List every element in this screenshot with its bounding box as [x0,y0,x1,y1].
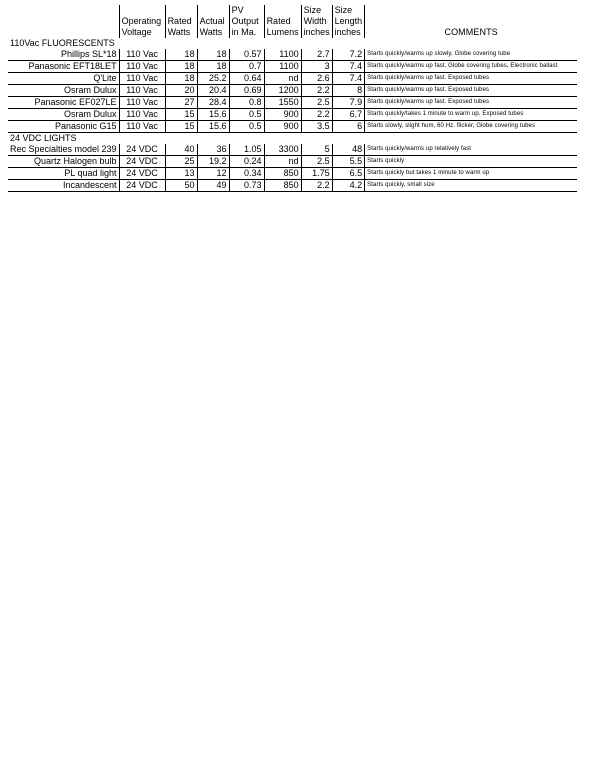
cell-pv-output: 0.7 [229,61,264,73]
cell-pv-output: 0.5 [229,109,264,121]
header-cell-name [8,16,119,27]
cell-rated-lumens: 1100 [264,49,301,61]
cell-voltage: 24 VDC [119,168,165,180]
header-cell-size-width: Width [301,16,332,27]
cell-size-width: 2.7 [301,49,332,61]
cell-size-length: 6 [332,121,365,133]
header-row [8,27,577,38]
header-row [8,16,577,27]
cell-voltage: 110 Vac [119,121,165,133]
cell-name: PL quad light [8,168,119,180]
cell-pv-output: 0.57 [229,49,264,61]
header-cell-size-width: inches [301,27,332,38]
cell-name: Panasonic G15 [8,121,119,133]
cell-comments: Starts quickly but takes 1 minute to warm up [365,168,578,180]
cell-rated-watts: 40 [165,144,197,156]
cell-pv-output: 0.69 [229,85,264,97]
header-cell-comments [365,5,578,16]
header-cell-pv-output: PV [229,5,264,16]
cell-comments: Starts quickly/warms up slowly, Globe covering tube [365,49,578,61]
cell-name: Phillips SL*18 [8,49,119,61]
cell-voltage: 110 Vac [119,85,165,97]
cell-size-width: 3 [301,61,332,73]
cell-rated-watts: 27 [165,97,197,109]
table-row [8,144,577,156]
cell-size-width: 3.5 [301,121,332,133]
cell-actual-watts: 15.6 [197,121,229,133]
cell-actual-watts: 28.4 [197,97,229,109]
cell-actual-watts: 19.2 [197,156,229,168]
cell-name: Panasonic EFT18LET [8,61,119,73]
cell-voltage: 24 VDC [119,156,165,168]
header-cell-size-length: Length [332,16,365,27]
cell-voltage: 110 Vac [119,49,165,61]
cell-name: Panasonic EF027LE [8,97,119,109]
cell-name: Osram Dulux [8,109,119,121]
cell-voltage: 110 Vac [119,97,165,109]
cell-size-width: 2.6 [301,73,332,85]
cell-size-length: 6.5 [332,168,365,180]
cell-rated-watts: 20 [165,85,197,97]
cell-rated-watts: 25 [165,156,197,168]
cell-name: Incandescent [8,180,119,192]
lighting-comparison-table [8,5,577,192]
cell-rated-lumens: 1550 [264,97,301,109]
cell-rated-watts: 15 [165,109,197,121]
cell-pv-output: 1.05 [229,144,264,156]
header-cell-rated-watts [165,5,197,16]
cell-size-length: 8 [332,85,365,97]
header-cell-voltage [119,5,165,16]
table-row [8,156,577,168]
header-cell-rated-lumens [264,5,301,16]
cell-rated-lumens: 850 [264,180,301,192]
cell-rated-watts: 15 [165,121,197,133]
table-row [8,61,577,73]
cell-voltage: 110 Vac [119,109,165,121]
header-cell-comments [365,16,578,27]
cell-pv-output: 0.64 [229,73,264,85]
cell-comments: Starts quickly/warms up fast, Globe covering tubes, Electronic ballast [365,61,578,73]
header-cell-rated-watts: Watts [165,27,197,38]
header-cell-pv-output: in Ma. [229,27,264,38]
cell-comments: Starts quickly [365,156,578,168]
cell-size-width: 2.5 [301,97,332,109]
header-cell-name [8,27,119,38]
cell-size-width: 2.2 [301,180,332,192]
header-cell-rated-lumens: Lumens [264,27,301,38]
cell-pv-output: 0.34 [229,168,264,180]
cell-comments: Starts quickly/warms up fast. Exposed tubes [365,73,578,85]
cell-name: Quartz Halogen bulb [8,156,119,168]
header-cell-size-length: Size [332,5,365,16]
cell-size-width: 2.2 [301,85,332,97]
cell-voltage: 24 VDC [119,144,165,156]
cell-rated-lumens: 1100 [264,61,301,73]
cell-rated-lumens: 850 [264,168,301,180]
table-row [8,49,577,61]
cell-rated-lumens: 3300 [264,144,301,156]
table-row [8,180,577,192]
cell-size-length: 7.4 [332,61,365,73]
header-cell-pv-output: Output [229,16,264,27]
cell-actual-watts: 36 [197,144,229,156]
cell-actual-watts: 12 [197,168,229,180]
cell-voltage: 24 VDC [119,180,165,192]
cell-size-length: 4.2 [332,180,365,192]
cell-actual-watts: 15.6 [197,109,229,121]
table-row [8,168,577,180]
cell-actual-watts: 25.2 [197,73,229,85]
cell-comments: Starts quickly/takes 1 minute to warm up. Exposed tubes [365,109,578,121]
table-row [8,121,577,133]
cell-pv-output: 0.73 [229,180,264,192]
cell-pv-output: 0.5 [229,121,264,133]
cell-voltage: 110 Vac [119,61,165,73]
section-title: 110Vac FLUORESCENTS [10,38,115,48]
cell-comments: Starts slowly, slight hum, 60 Hz. flicker, Globe covering tubes [365,121,578,133]
cell-rated-watts: 13 [165,168,197,180]
cell-voltage: 110 Vac [119,73,165,85]
cell-size-length: 7.9 [332,97,365,109]
header-cell-comments: COMMENTS [365,27,578,38]
cell-rated-lumens: 1200 [264,85,301,97]
header-cell-size-length: inches [332,27,365,38]
section-header-row [8,133,577,145]
cell-name: Osram Dulux [8,85,119,97]
cell-size-length: 7.4 [332,73,365,85]
cell-comments: Starts quickly/warms up fast. Exposed tubes [365,85,578,97]
cell-comments: Starts quickly/warms up relatively fast [365,144,578,156]
table-body [8,5,577,192]
cell-comments: Starts quickly/warms up fast. Exposed tubes [365,97,578,109]
section-header-row [8,38,577,49]
cell-actual-watts: 18 [197,61,229,73]
cell-name: Rec Specialties model 239 [8,144,119,156]
cell-size-length: 48 [332,144,365,156]
header-row [8,5,577,16]
header-cell-actual-watts: Watts [197,27,229,38]
header-cell-actual-watts [197,5,229,16]
cell-comments: Starts quickly, small size [365,180,578,192]
cell-actual-watts: 20.4 [197,85,229,97]
cell-pv-output: 0.8 [229,97,264,109]
cell-actual-watts: 49 [197,180,229,192]
cell-rated-watts: 18 [165,49,197,61]
cell-size-width: 1.75 [301,168,332,180]
header-cell-rated-watts: Rated [165,16,197,27]
cell-rated-lumens: nd [264,73,301,85]
cell-size-length: 7.2 [332,49,365,61]
section-title: 24 VDC LIGHTS [10,133,77,143]
cell-size-length: 6.7 [332,109,365,121]
cell-rated-lumens: 900 [264,121,301,133]
cell-size-length: 5.5 [332,156,365,168]
header-cell-voltage: Voltage [119,27,165,38]
header-cell-rated-lumens: Rated [264,16,301,27]
cell-size-width: 5 [301,144,332,156]
table-row [8,85,577,97]
cell-rated-watts: 18 [165,61,197,73]
header-cell-size-width: Size [301,5,332,16]
cell-actual-watts: 18 [197,49,229,61]
table-row [8,97,577,109]
header-cell-voltage: Operating [119,16,165,27]
cell-size-width: 2.5 [301,156,332,168]
cell-name: Q'Lite [8,73,119,85]
cell-rated-watts: 50 [165,180,197,192]
table-row [8,73,577,85]
cell-rated-lumens: 900 [264,109,301,121]
cell-rated-watts: 18 [165,73,197,85]
cell-size-width: 2.2 [301,109,332,121]
table-row [8,109,577,121]
cell-rated-lumens: nd [264,156,301,168]
header-cell-actual-watts: Actual [197,16,229,27]
header-cell-name [8,5,119,16]
cell-pv-output: 0.24 [229,156,264,168]
